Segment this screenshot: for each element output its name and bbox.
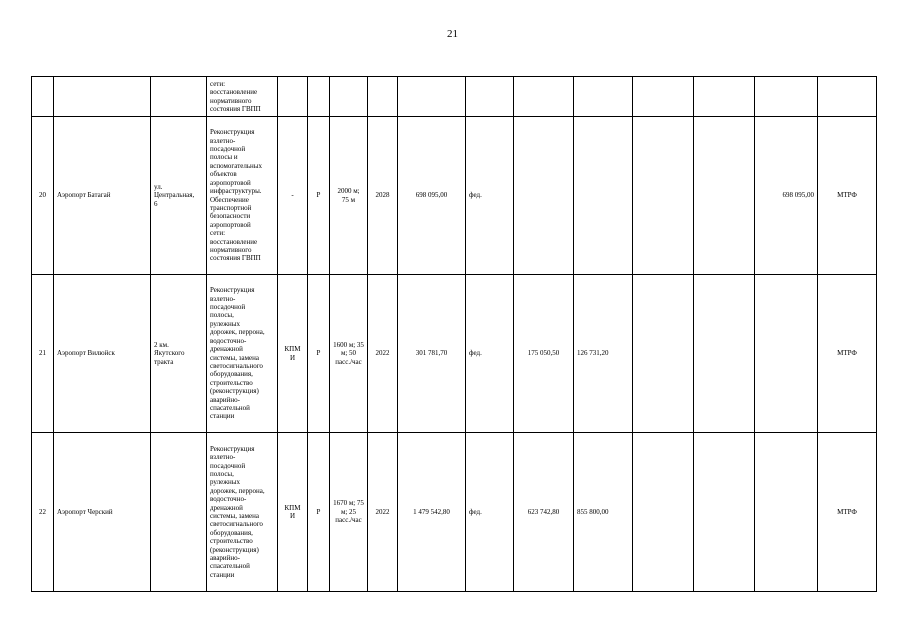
- airport-name: Аэропорт Вилюйск: [57, 349, 115, 358]
- year: 2028: [375, 191, 390, 200]
- amount-b: 855 800,00: [577, 507, 609, 516]
- funding-source-cell: [466, 275, 514, 433]
- table-row: [32, 275, 877, 433]
- amount-c-cell: [633, 275, 694, 433]
- total-cost: 1 479 542,80: [413, 507, 450, 516]
- year: 2022: [375, 349, 390, 358]
- airport-name-cell: [54, 275, 151, 433]
- total-cost-cell: [398, 117, 466, 275]
- work-description: Реконструкция взлетно- посадочной полосы, рулежных дорожек, перрона, водосточно- дренажной системы, замена светосигнального оборудования, строительство (реконструкция) аварийно- спасательной станции: [210, 444, 265, 579]
- capacity-cell: [330, 433, 368, 592]
- work-description: Реконструкция взлетно- посадочной полосы, рулежных дорожек, перрона, водосточно- дренажной системы, замена светосигнального оборудования, строительство (реконструкция) аварийно- спасательной станции: [210, 286, 265, 421]
- amount-d-cell: [694, 117, 755, 275]
- address-cell: [151, 77, 207, 117]
- agency-cell: [818, 433, 877, 592]
- amount-b-cell: [574, 117, 633, 275]
- amount-d-cell: [694, 275, 755, 433]
- work-description-cell: [207, 117, 278, 275]
- funding-source-cell: [466, 117, 514, 275]
- agency-cell: [818, 117, 877, 275]
- address: 2 км. Якутского тракта: [154, 340, 185, 366]
- capacity: 1600 м; 35 м; 50 пасс./час: [333, 340, 364, 366]
- agency-cell: [818, 275, 877, 433]
- work-description: сети: восстановление нормативного состояния ГВПП: [210, 79, 261, 113]
- amount-e-cell: [755, 433, 818, 592]
- amount-c-cell: [633, 77, 694, 117]
- amount-e-cell: [755, 117, 818, 275]
- category: КПМ И: [284, 503, 301, 520]
- amount-c-cell: [633, 433, 694, 592]
- funding-source: фед.: [469, 507, 482, 516]
- work-description-cell: [207, 275, 278, 433]
- total-cost: 301 781,70: [415, 349, 448, 358]
- address-cell: [151, 433, 207, 592]
- amount-d-cell: [694, 77, 755, 117]
- amount-a-cell: [514, 117, 574, 275]
- capacity: 2000 м; 75 м: [337, 187, 360, 204]
- airport-name-cell: [54, 433, 151, 592]
- amount-b-cell: [574, 77, 633, 117]
- year-cell: [368, 275, 398, 433]
- work-description: Реконструкция взлетно- посадочной полосы и вспомогательных объектов аэропортовой инфраструктуры. Обеспечение транспортной безопасности аэропортовой сети: восстановление нормативного состояния ГВПП: [210, 128, 263, 263]
- year-cell: [368, 77, 398, 117]
- row-number: 20: [39, 191, 46, 200]
- amount-d-cell: [694, 433, 755, 592]
- airport-name: Аэропорт Черский: [57, 507, 113, 516]
- capacity-cell: [330, 77, 368, 117]
- category-cell: [278, 77, 308, 117]
- work-type: Р: [316, 349, 321, 358]
- category-cell: [278, 117, 308, 275]
- category: КПМ И: [284, 345, 301, 362]
- amount-e-cell: [755, 77, 818, 117]
- work-type-cell: [308, 433, 330, 592]
- agency: МТРФ: [837, 507, 857, 516]
- amount-a-cell: [514, 433, 574, 592]
- row-number-cell: [32, 275, 54, 433]
- table-row: [32, 77, 877, 117]
- total-cost-cell: [398, 275, 466, 433]
- funding-source-cell: [466, 77, 514, 117]
- amount-a-cell: [514, 275, 574, 433]
- amount-a: 623 742,80: [527, 507, 560, 516]
- address: ул. Центральная, 6: [154, 182, 195, 208]
- address-cell: [151, 275, 207, 433]
- work-type: Р: [316, 191, 321, 200]
- row-number-cell: [32, 77, 54, 117]
- amount-b-cell: [574, 275, 633, 433]
- agency: МТРФ: [837, 349, 857, 358]
- amount-e-cell: [755, 275, 818, 433]
- amount-a-cell: [514, 77, 574, 117]
- capacity: 1670 м; 75 м; 25 пасс./час: [333, 499, 364, 525]
- work-description-cell: [207, 433, 278, 592]
- agency-cell: [818, 77, 877, 117]
- capacity-cell: [330, 275, 368, 433]
- agency: МТРФ: [837, 191, 857, 200]
- row-number: 22: [39, 507, 46, 516]
- address-cell: [151, 117, 207, 275]
- funding-source: фед.: [469, 349, 482, 358]
- category-cell: [278, 433, 308, 592]
- funding-source-cell: [466, 433, 514, 592]
- airport-name-cell: [54, 77, 151, 117]
- work-type-cell: [308, 117, 330, 275]
- work-type-cell: [308, 77, 330, 117]
- total-cost: 698 095,00: [415, 191, 448, 200]
- page-number: 21: [447, 28, 458, 40]
- work-description-cell: [207, 77, 278, 117]
- total-cost-cell: [398, 433, 466, 592]
- year-cell: [368, 433, 398, 592]
- category-cell: [278, 275, 308, 433]
- amount-a: 175 050,50: [527, 349, 560, 358]
- year-cell: [368, 117, 398, 275]
- work-type: Р: [316, 507, 321, 516]
- row-number-cell: [32, 433, 54, 592]
- row-number: 21: [39, 349, 46, 358]
- investment-table: [31, 76, 877, 592]
- funding-source: фед.: [469, 191, 482, 200]
- amount-b-cell: [574, 433, 633, 592]
- row-number-cell: [32, 117, 54, 275]
- airport-name: Аэропорт Батагай: [57, 191, 111, 200]
- category: -: [291, 191, 294, 200]
- amount-b: 126 731,20: [577, 349, 609, 358]
- total-cost-cell: [398, 77, 466, 117]
- work-type-cell: [308, 275, 330, 433]
- table-row: [32, 433, 877, 592]
- year: 2022: [375, 507, 390, 516]
- capacity-cell: [330, 117, 368, 275]
- amount-e: 698 095,00: [782, 191, 814, 200]
- amount-c-cell: [633, 117, 694, 275]
- table-row: [32, 117, 877, 275]
- airport-name-cell: [54, 117, 151, 275]
